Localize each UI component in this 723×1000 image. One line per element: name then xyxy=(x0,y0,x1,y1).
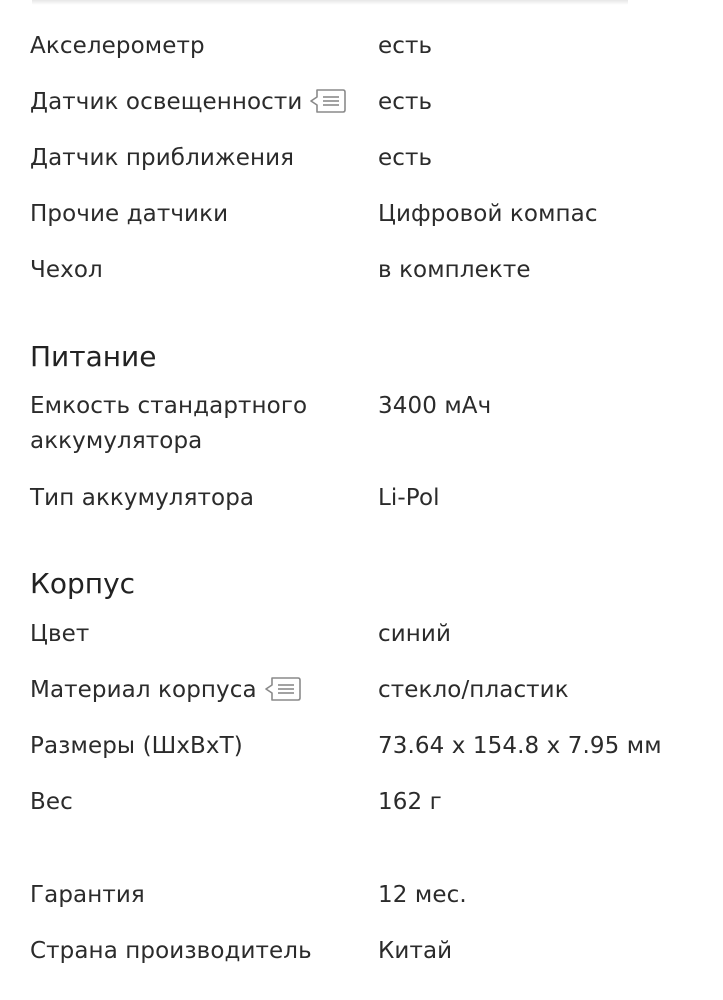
spec-value: в комплекте xyxy=(378,257,531,283)
clipped-spec-row xyxy=(0,0,723,14)
spec-label: Цвет xyxy=(30,621,90,647)
clipped-value xyxy=(378,0,628,5)
spec-value: Li-Pol xyxy=(378,485,440,511)
clipped-label xyxy=(32,0,392,5)
spec-label-wrap xyxy=(30,673,360,708)
spec-value: есть xyxy=(378,145,433,171)
spec-label: Материал корпуса xyxy=(30,677,257,703)
comment-hint-icon[interactable] xyxy=(265,676,301,702)
section-title-body: Корпус xyxy=(30,567,136,600)
spec-value: Китай xyxy=(378,938,453,964)
spec-label: Гарантия xyxy=(30,882,145,908)
spec-value: 3400 мАч xyxy=(378,393,492,419)
spec-label: Тип аккумулятора xyxy=(30,485,255,511)
spec-value: синий xyxy=(378,621,452,647)
spec-value: 73.64 x 154.8 x 7.95 мм xyxy=(378,733,662,759)
spec-label: Вес xyxy=(30,789,73,815)
spec-label: Прочие датчики xyxy=(30,201,229,227)
spec-label: Страна производитель xyxy=(30,938,312,964)
spec-label: Датчик освещенности xyxy=(30,89,303,115)
spec-label: Акселерометр xyxy=(30,33,205,59)
spec-label-wrap xyxy=(30,85,360,120)
spec-label: Датчик приближения xyxy=(30,145,295,171)
spec-value: 162 г xyxy=(378,789,442,815)
spec-label: Размеры (ШхВхТ) xyxy=(30,733,243,759)
spec-value: есть xyxy=(378,89,433,115)
comment-hint-icon[interactable] xyxy=(310,88,346,114)
spec-value: 12 мес. xyxy=(378,882,467,908)
section-title-power: Питание xyxy=(30,340,157,373)
spec-value: стекло/пластик xyxy=(378,677,569,703)
spec-value: Цифровой компас xyxy=(378,201,598,227)
spec-value: есть xyxy=(378,33,433,59)
spec-label: Емкость стандартного аккумулятора xyxy=(30,393,308,454)
spec-label: Чехол xyxy=(30,257,103,283)
